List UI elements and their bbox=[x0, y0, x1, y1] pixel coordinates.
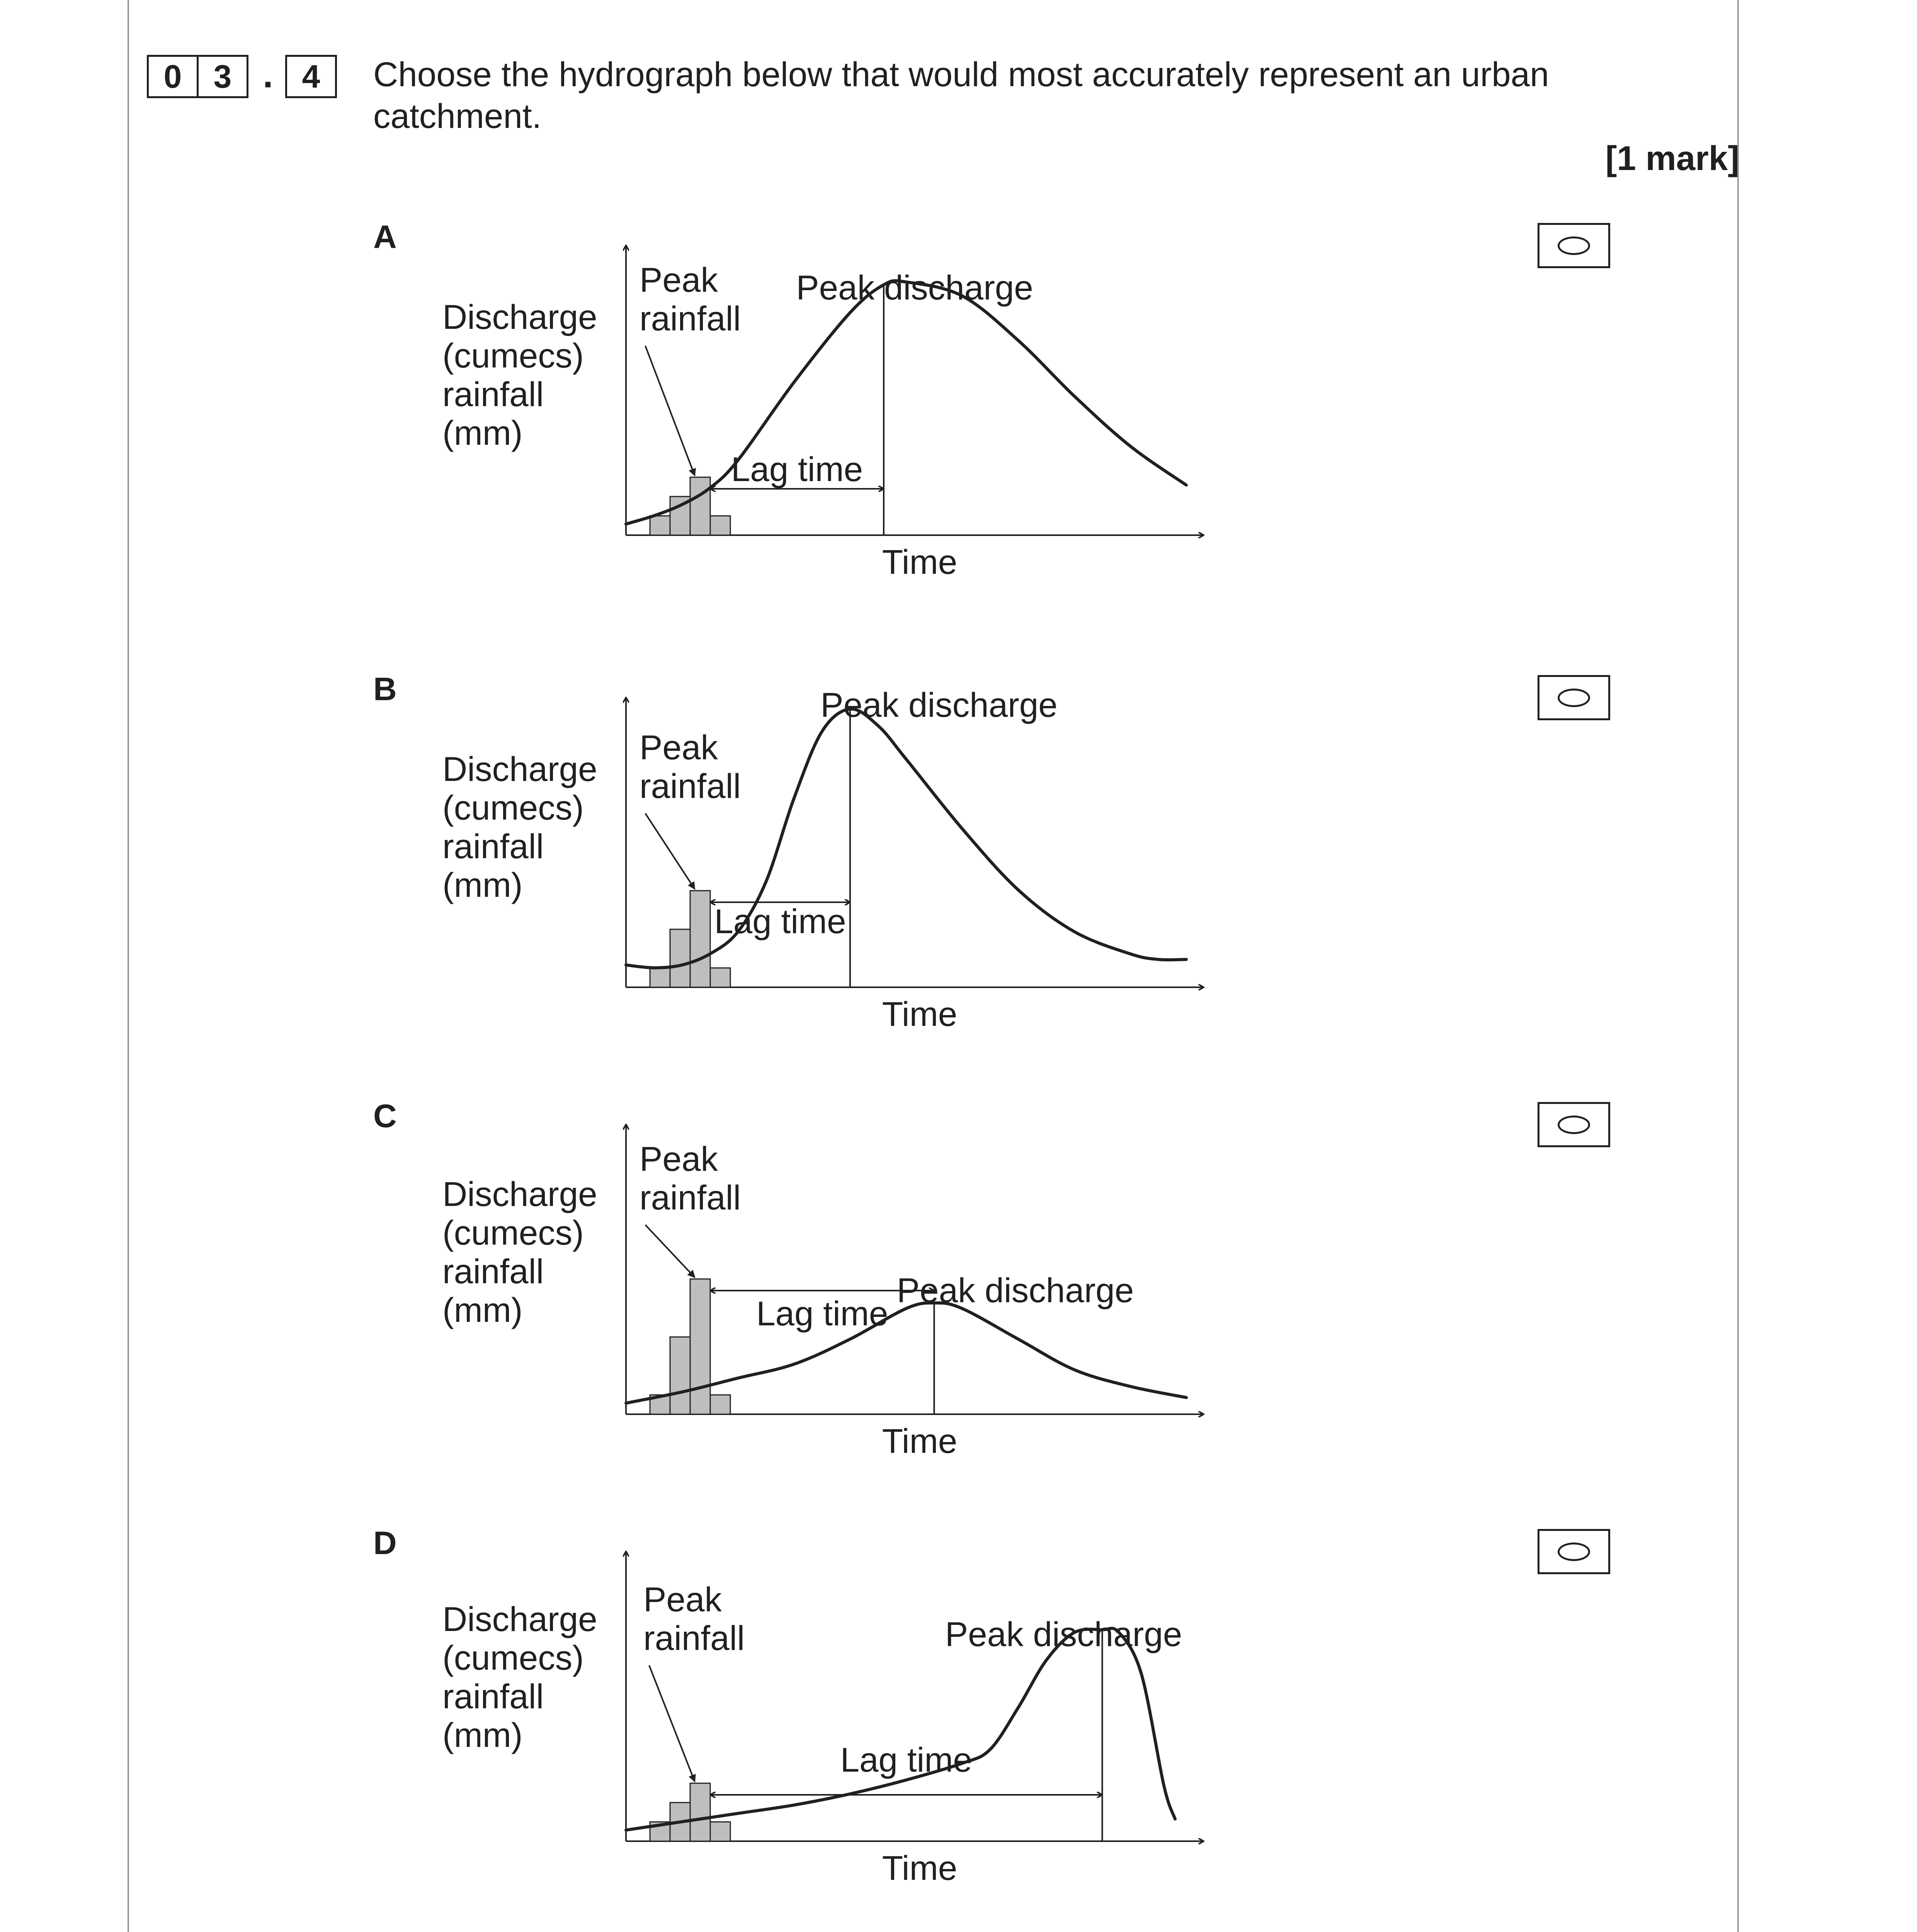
peak-rainfall-label-line: rainfall bbox=[643, 1619, 745, 1657]
y-axis-label-line: (mm) bbox=[442, 413, 523, 452]
question-number-separator: . bbox=[263, 54, 273, 95]
answer-oval-icon bbox=[1558, 689, 1590, 707]
y-axis-label-line: rainfall bbox=[442, 1677, 544, 1716]
peak-rainfall-pointer bbox=[645, 346, 695, 476]
answer-box-d[interactable] bbox=[1538, 1529, 1610, 1574]
right-margin-line bbox=[1737, 0, 1739, 1932]
peak-rainfall-pointer bbox=[645, 1225, 695, 1277]
rainfall-bar bbox=[690, 477, 710, 535]
y-axis-label-line: rainfall bbox=[442, 1252, 544, 1291]
rainfall-bar bbox=[690, 891, 710, 987]
question-text: Choose the hydrograph below that would most accurately represent an urban catchment. bbox=[373, 55, 1549, 135]
answer-oval-icon bbox=[1558, 236, 1590, 255]
left-margin-line bbox=[128, 0, 129, 1932]
rainfall-bar bbox=[670, 1337, 690, 1414]
x-axis-label: Time bbox=[882, 1422, 958, 1460]
rainfall-bar bbox=[710, 968, 730, 987]
y-axis-label-line: Discharge bbox=[442, 1175, 597, 1213]
answer-box-a[interactable] bbox=[1538, 223, 1610, 268]
y-axis-label-line: (mm) bbox=[442, 866, 523, 904]
y-axis-label-line: Discharge bbox=[442, 750, 597, 788]
peak-rainfall-label-line: rainfall bbox=[640, 1178, 741, 1217]
y-axis-label-line: (mm) bbox=[442, 1716, 523, 1754]
y-axis-label-line: Discharge bbox=[442, 1600, 597, 1638]
option-letter-c: C bbox=[373, 1098, 397, 1134]
lag-time-label: Lag time bbox=[731, 450, 863, 488]
x-axis-label: Time bbox=[882, 1849, 958, 1887]
lag-time-label: Lag time bbox=[840, 1740, 972, 1779]
y-axis-label-line: rainfall bbox=[442, 827, 544, 866]
answer-box-b[interactable] bbox=[1538, 675, 1610, 720]
hydrograph-chart-a bbox=[603, 230, 1221, 597]
peak-discharge-label: Peak discharge bbox=[945, 1615, 1182, 1653]
y-axis-label-line: Discharge bbox=[442, 298, 597, 336]
rainfall-bar bbox=[710, 516, 730, 535]
x-axis-label: Time bbox=[882, 995, 958, 1033]
peak-rainfall-label-line: rainfall bbox=[640, 299, 741, 338]
hydrograph-chart-d bbox=[603, 1536, 1221, 1903]
question-number-digit-3: 4 bbox=[285, 55, 337, 98]
answer-oval-icon bbox=[1558, 1116, 1590, 1134]
peak-rainfall-label-line: rainfall bbox=[640, 767, 741, 805]
question-number-digit-2: 3 bbox=[197, 55, 248, 98]
peak-rainfall-pointer bbox=[649, 1665, 695, 1782]
y-axis-label-line: (cumecs) bbox=[442, 1638, 584, 1677]
answer-box-c[interactable] bbox=[1538, 1102, 1610, 1147]
lag-time-label: Lag time bbox=[714, 902, 846, 940]
rainfall-bar bbox=[710, 1395, 730, 1414]
peak-discharge-label: Peak discharge bbox=[796, 268, 1033, 307]
y-axis-label bbox=[442, 298, 597, 452]
peak-rainfall-label-line: Peak bbox=[640, 1139, 718, 1178]
rainfall-bar bbox=[650, 516, 670, 535]
option-letter-a: A bbox=[373, 219, 397, 255]
answer-oval-icon bbox=[1558, 1543, 1590, 1561]
peak-discharge-label: Peak discharge bbox=[896, 1271, 1134, 1310]
peak-rainfall-label-line: Peak bbox=[640, 728, 718, 767]
y-axis-label-line: rainfall bbox=[442, 375, 544, 413]
peak-discharge-label: Peak discharge bbox=[820, 685, 1058, 724]
mark-allocation: [1 mark] bbox=[1605, 139, 1739, 177]
peak-rainfall-label-line: Peak bbox=[643, 1580, 722, 1619]
lag-time-label: Lag time bbox=[756, 1294, 888, 1333]
option-letter-d: D bbox=[373, 1525, 397, 1561]
y-axis-label-line: (cumecs) bbox=[442, 336, 584, 375]
rainfall-bar bbox=[710, 1822, 730, 1841]
y-axis-label bbox=[442, 750, 597, 904]
y-axis-label-line: (cumecs) bbox=[442, 788, 584, 827]
y-axis-label bbox=[442, 1600, 597, 1754]
y-axis-label-line: (mm) bbox=[442, 1291, 523, 1329]
rainfall-bar bbox=[690, 1279, 710, 1414]
rainfall-bar bbox=[650, 968, 670, 987]
hydrograph-chart-c bbox=[603, 1109, 1221, 1476]
peak-rainfall-pointer bbox=[645, 813, 695, 889]
rainfall-bar bbox=[690, 1783, 710, 1841]
question-number-digit-1: 0 bbox=[147, 55, 199, 98]
option-letter-b: B bbox=[373, 671, 397, 707]
x-axis-label: Time bbox=[882, 543, 958, 581]
peak-rainfall-label-line: Peak bbox=[640, 260, 718, 299]
y-axis-label bbox=[442, 1175, 597, 1329]
y-axis-label-line: (cumecs) bbox=[442, 1213, 584, 1252]
hydrograph-chart-b bbox=[603, 682, 1221, 1049]
rainfall-bar bbox=[670, 929, 690, 987]
